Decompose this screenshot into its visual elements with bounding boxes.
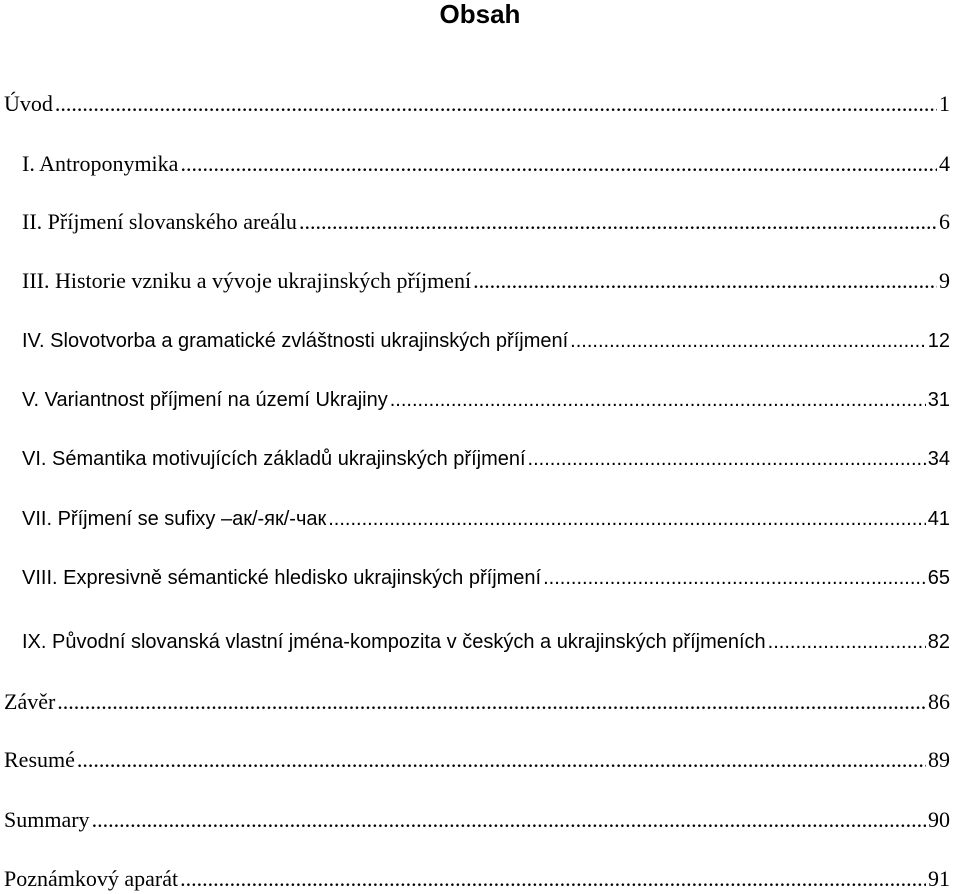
toc-entry-page-number: 89: [928, 747, 950, 772]
toc-entry-label: Poznámkový aparát: [4, 866, 179, 891]
toc-entry-page-number: 12: [927, 330, 950, 352]
toc-entry-chapter-3[interactable]: [22, 266, 950, 296]
dot-leader: [328, 504, 926, 534]
toc-entry-page-number: 90: [928, 807, 950, 832]
dot-leader: [180, 864, 926, 894]
toc-entry-chapter-2[interactable]: [22, 207, 950, 237]
dot-leader: [55, 89, 937, 119]
dot-leader: [57, 687, 926, 717]
toc-entry-page-number: 34: [927, 448, 950, 470]
toc-entry-label: Summary: [4, 807, 90, 832]
toc-entry-page-number: 4: [939, 151, 950, 176]
toc-entry-chapter-4[interactable]: [22, 326, 950, 356]
dot-leader: [390, 385, 926, 415]
toc-entry-chapter-8[interactable]: [22, 563, 950, 593]
toc-entry-chapter-6[interactable]: [22, 444, 950, 474]
dot-leader: [77, 745, 926, 775]
toc-entry-page-number: 6: [939, 209, 950, 234]
toc-entry-label: Resumé: [4, 747, 75, 772]
dot-leader: [299, 207, 937, 237]
toc-entry-label: Úvod: [4, 91, 53, 116]
toc-entry-label: VII. Příjmení se sufixy –ак/-як/-чак: [22, 508, 327, 530]
toc-entry-poznamkovy-aparat[interactable]: [4, 864, 950, 894]
toc-entry-resume[interactable]: [4, 745, 950, 775]
dot-leader: [180, 149, 937, 179]
toc-entry-page-number: 31: [927, 389, 950, 411]
toc-entry-page-number: 9: [939, 268, 950, 293]
toc-entry-page-number: 41: [927, 508, 950, 530]
toc-entry-chapter-1[interactable]: [22, 149, 950, 179]
toc-entry-label: IX. Původní slovanská vlastní jména-kompozita v českých a ukrajinských příjmeních: [22, 631, 766, 653]
toc-entry-page-number: 86: [928, 689, 950, 714]
dot-leader: [92, 805, 926, 835]
toc-entry-chapter-5[interactable]: [22, 385, 950, 415]
toc-entry-page-number: 82: [927, 631, 950, 653]
toc-entry-label: III. Historie vzniku a vývoje ukrajinských příjmení: [22, 268, 472, 293]
dot-leader: [473, 266, 937, 296]
toc-entry-label: II. Příjmení slovanského areálu: [22, 209, 297, 234]
toc-entry-label: VI. Sémantika motivujících základů ukrajinských příjmení: [22, 448, 526, 470]
toc-entry-chapter-7[interactable]: [22, 504, 950, 534]
toc-entry-label: IV. Slovotvorba a gramatické zvláštnosti ukrajinských příjmení: [22, 330, 569, 352]
dot-leader: [528, 444, 926, 474]
toc-entry-page-number: 65: [927, 567, 950, 589]
toc-entry-summary[interactable]: [4, 805, 950, 835]
toc-entry-page-number: 1: [939, 91, 950, 116]
toc-entry-chapter-9[interactable]: [22, 627, 950, 657]
toc-entry-label: VIII. Expresivně sémantické hledisko ukrajinských příjmení: [22, 567, 542, 589]
dot-leader: [570, 326, 926, 356]
toc-entry-label: I. Antroponymika: [22, 151, 179, 176]
toc-entry-page-number: 91: [928, 866, 950, 891]
dot-leader: [543, 563, 926, 593]
toc-entry-label: Závěr: [4, 689, 56, 714]
dot-leader: [768, 627, 926, 657]
toc-entry-zaver[interactable]: [4, 687, 950, 717]
toc-entry-label: V. Variantnost příjmení na území Ukrajiny: [22, 389, 388, 411]
toc-entry-uvod[interactable]: [4, 89, 950, 119]
page-title: Obsah: [439, 0, 521, 29]
